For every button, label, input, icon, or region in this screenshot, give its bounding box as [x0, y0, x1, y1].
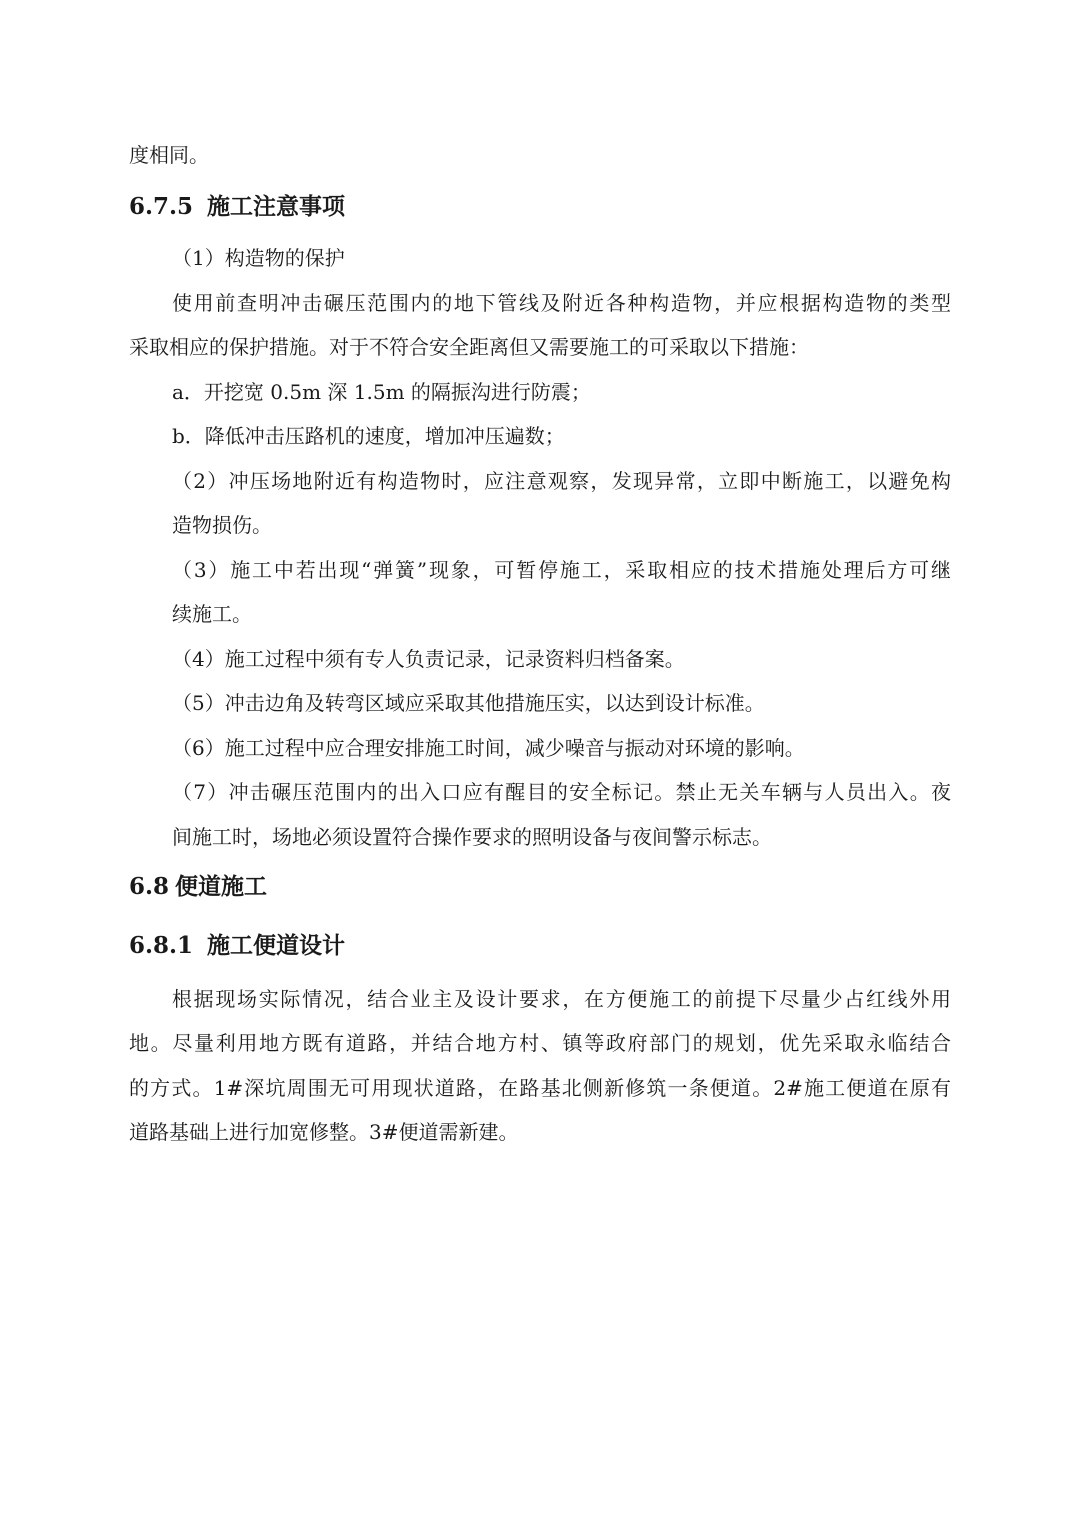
section-number: 6.7.5: [129, 193, 194, 220]
paragraph-line: 根据现场实际情况，结合业主及设计要求，在方便施工的前提下尽量少占红线外用: [172, 987, 951, 1011]
paragraph-line: 使用前查明冲击碾压范围内的地下管线及附近各种构造物，并应根据构造物的类型: [172, 291, 951, 315]
item-3-line: 续施工。: [172, 602, 252, 626]
section-title: 施工便道设计: [207, 932, 345, 959]
item-2-line: 造物损伤。: [172, 513, 272, 537]
item-7-line: 间施工时，场地必须设置符合操作要求的照明设备与夜间警示标志。: [172, 825, 772, 849]
item-4: （4）施工过程中须有专人负责记录，记录资料归档备案。: [172, 647, 685, 671]
item-2-line: （2）冲压场地附近有构造物时，应注意观察，发现异常，立即中断施工，以避免构: [172, 469, 951, 493]
section-heading-6-7-5: [129, 192, 345, 222]
paragraph-line: 道路基础上进行加宽修整。3#便道需新建。: [129, 1120, 519, 1144]
paragraph-line: 采取相应的保护措施。对于不符合安全距离但又需要施工的可采取以下措施：: [129, 335, 809, 359]
sub-item-b: b．降低冲击压路机的速度，增加冲压遍数；: [172, 424, 565, 448]
section-heading-6-8: [129, 872, 267, 902]
item-3-line: （3）施工中若出现“弹簧”现象，可暂停施工，采取相应的技术措施处理后方可继: [172, 558, 951, 582]
paragraph-line: 的方式。1#深坑周围无可用现状道路，在路基北侧新修筑一条便道。2#施工便道在原有: [129, 1076, 951, 1100]
section-title: 施工注意事项: [207, 193, 345, 220]
section-number: 6.8.1: [129, 932, 194, 959]
item-6: （6）施工过程中应合理安排施工时间，减少噪音与振动对环境的影响。: [172, 736, 805, 760]
continuation-text: 度相同。: [129, 143, 209, 167]
item-7-line: （7）冲击碾压范围内的出入口应有醒目的安全标记。禁止无关车辆与人员出入。夜: [172, 780, 951, 804]
paragraph-line: 地。尽量利用地方既有道路，并结合地方村、镇等政府部门的规划，优先采取永临结合: [129, 1031, 951, 1055]
section-heading-6-8-1: [129, 931, 345, 961]
section-title: 便道施工: [175, 873, 267, 900]
sub-item-a: a．开挖宽 0.5m 深 1.5m 的隔振沟进行防震；: [172, 380, 591, 404]
item-5: （5）冲击边角及转弯区域应采取其他措施压实，以达到设计标准。: [172, 691, 765, 715]
section-number: 6.8: [129, 873, 170, 900]
item-1-title: （1）构造物的保护: [172, 246, 345, 270]
